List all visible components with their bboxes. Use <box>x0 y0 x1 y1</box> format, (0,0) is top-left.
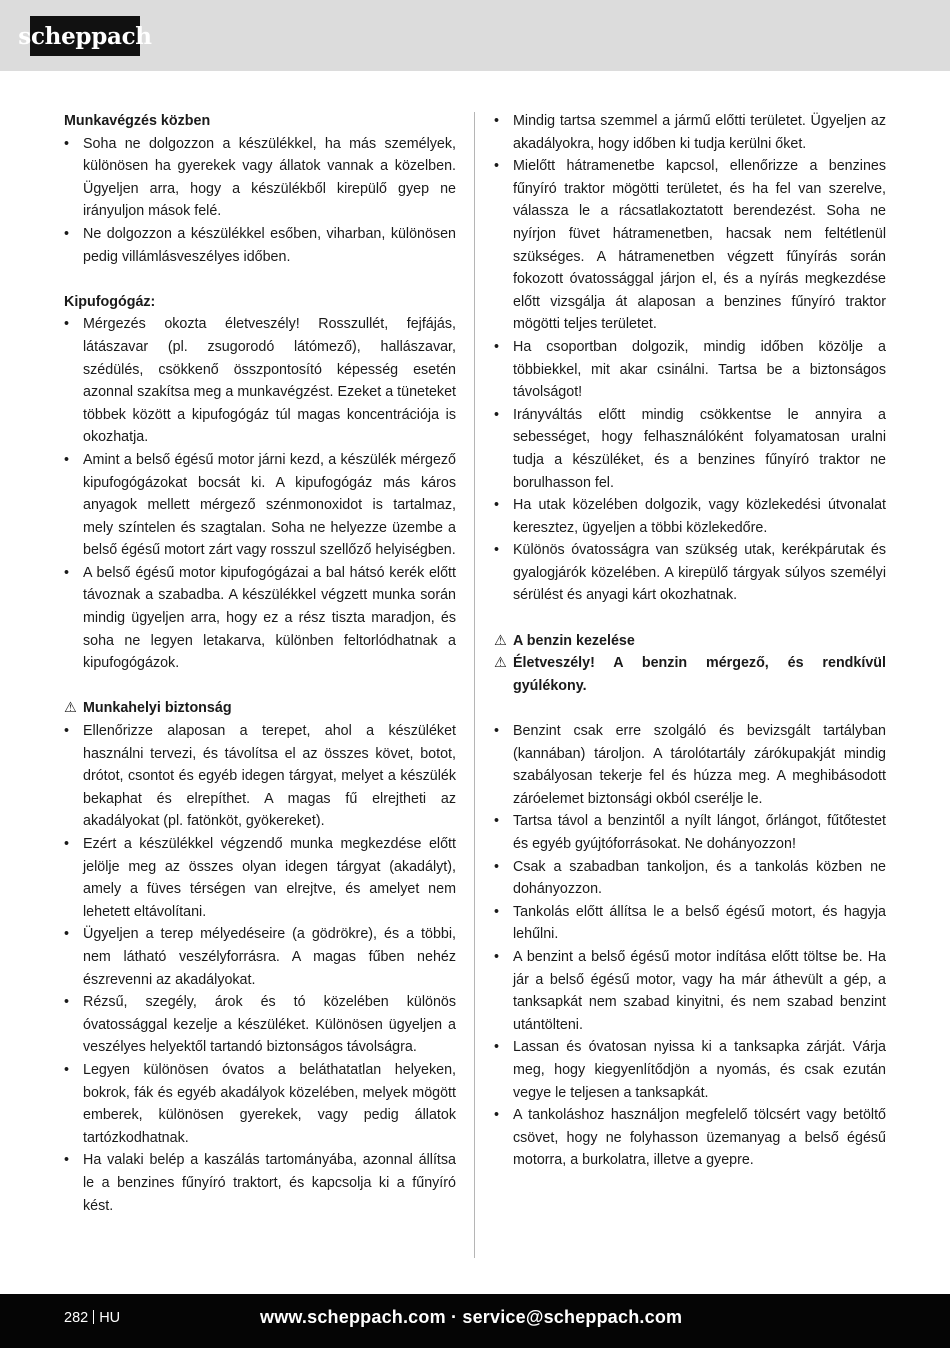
list-item: • Legyen különösen óvatos a beláthatatlan helyeken, bokrok, fák és egyéb akadályok közelében, melyek mögött emberek, különösen gyerekek, vagy pedig állatok tartózkodhatnak. <box>64 1059 456 1149</box>
page-header <box>0 0 950 71</box>
section <box>64 697 456 1217</box>
list-item: • Ellenőrizze alaposan a terepet, ahol a készüléket használni tervezi, és távolítsa el az összes követ, botot, drótot, csontot és egyéb idegen tárgyat, melyet a készülék bekaphat és elrepíthet. A magas fű elrejtheti az akadályokat (pl. fatönköt, gyökereket). <box>64 720 456 833</box>
list-item: • Ezért a készülékkel végzendő munka megkezdése előtt jelölje meg az összes olyan idegen tárgyat (akadályt), amely a füves térségen van elrejtve, és amelyet nem lehetett eltávolítani. <box>64 833 456 923</box>
list-item: • Tankolás előtt állítsa le a belső égésű motort, és hagyja lehűlni. <box>494 901 886 946</box>
section-heading: ⚠ Munkahelyi biztonság <box>64 697 456 720</box>
list-item: • Tartsa távol a benzintől a nyílt lángot, őrlángot, fűtőtestet és egyéb gyújtóforrásokat. Ne dohányozzon! <box>494 810 886 855</box>
benzin-heading: ⚠ A benzin kezelése <box>494 630 886 653</box>
list-item: • Csak a szabadban tankoljon, és a tankolás közben ne dohányozzon. <box>494 856 886 901</box>
right-column <box>494 110 886 1172</box>
page-number: 282 <box>64 1310 89 1326</box>
language-code: HU <box>99 1310 121 1326</box>
scheppach-logo: scheppach <box>30 16 140 56</box>
warning-icon: ⚠ <box>64 700 77 717</box>
section <box>64 110 456 268</box>
warning-icon: ⚠ <box>494 632 507 649</box>
footer-separator <box>93 1310 94 1324</box>
column-divider <box>474 112 475 1258</box>
list-item: • Lassan és óvatosan nyissa ki a tanksapka zárját. Várja meg, hogy kiegyenlítődjön a nyomás, és csak ezután vegye le teljesen a tanksapkát. <box>494 1036 886 1104</box>
page-footer <box>0 1294 950 1348</box>
section <box>64 291 456 675</box>
list-item: • Soha ne dolgozzon a készülékkel, ha más személyek, különösen ha gyerekek vagy állatok vannak a közelben. Ügyeljen arra, hogy a készülékből kirepülő gyep ne irányuljon mások felé. <box>64 133 456 223</box>
list-item: • Ha utak közelében dolgozik, vagy közlekedési útvonalat keresztez, ügyeljen a többi közlekedőre. <box>494 494 886 539</box>
section-heading: Kipufogógáz: <box>64 293 156 310</box>
benzin-list <box>494 720 886 1172</box>
bullet-list <box>64 313 456 675</box>
list-item: • A benzint a belső égésű motor indítása előtt töltse be. Ha jár a belső égésű motor, vagy ha már áthevült a gép, a tanksapkát nem szabad kinyitni, és nem szabad benzint utántölteni. <box>494 946 886 1036</box>
list-item: • A belső égésű motor kipufogógázai a bal hátsó kerék előtt távoznak a szabadba. A készülékkel végzett munka során mindig ügyeljen arra, hogy ez a rész tiszta maradjon, és soha ne legyen letakarva, különben feltorlódhatnak a kipufogógázok. <box>64 562 456 675</box>
list-item: • Mielőtt hátramenetbe kapcsol, ellenőrizze a benzines fűnyíró traktor mögötti területet, és ha fel van szerelve, válassza le a rácsatlakoztatott berendezést. Soha ne nyírjon füvet hátramenetben, hacsak nem feltétlenül szükséges. A hátramenetben végzett fűnyírás során fokozott óvatossággal járjon el, és a nyírás megkezdése előtt vizsgálja át alaposan a benzines fűnyíró traktor mögötti teljes területet. <box>494 155 886 336</box>
list-item: • Ügyeljen a terep mélyedéseire (a gödrökre), és a többi, nem látható veszélyforrásra. A magas fűben nehéz észrevenni az akadályokat. <box>64 923 456 991</box>
list-item: • Irányváltás előtt mindig csökkentse le annyira a sebességet, hogy felhasználóként folyamatosan uralni tudja a készüléket, és a benzines fűnyíró traktor ne borulhasson fel. <box>494 404 886 494</box>
list-item: • Mérgezés okozta életveszély! Rosszullét, fejfájás, látászavar (pl. zsugorodó látómező), hallászavar, szédülés, csökkenő összpontosító képesség esetén azonnal szakítsa meg a munkavégzést. Ezeket a tüneteket többek között a kipufogógáz túl magas koncentrációja is okozhatja. <box>64 313 456 449</box>
section-heading: Munkavégzés közben <box>64 113 211 129</box>
bullet-list <box>64 720 456 1217</box>
page-number-label <box>64 1310 120 1326</box>
list-item: • Amint a belső égésű motor járni kezd, a készülék mérgező kipufogógázokat bocsát ki. A kipufogógáz más káros anyagok mellett mérgező szénmonoxidot is tartalmaz, mely színtelen és szagtalan. Soha ne helyezze üzembe a belső égésű motort zárt vagy rosszul szellőző helyiségben. <box>64 449 456 562</box>
left-column <box>64 110 456 1240</box>
list-item: • Ha csoportban dolgozik, mindig időben közölje a többiekkel, mit akar csinálni. Tartsa be a biztonságos távolságot! <box>494 336 886 404</box>
list-item: • Benzint csak erre szolgáló és bevizsgált tartályban (kannában) tároljon. A tárolótartály zárókupakját mindig szabályosan tekerje fel és húzza meg. A meghibásodott záróelemet biztonsági okból cserélje le. <box>494 720 886 810</box>
list-item: • A tankoláshoz használjon megfelelő tölcsért vagy betöltő csövet, hogy ne folyhasson üzemanyag a belső égésű motorra, a burkolatra, illetve a gyepre. <box>494 1104 886 1172</box>
footer-contact[interactable]: www.scheppach.com · service@scheppach.com <box>260 1307 683 1327</box>
list-item: • Mindig tartsa szemmel a jármű előtti területet. Ügyeljen az akadályokra, hogy időben ki tudja kerülni őket. <box>494 110 886 155</box>
list-item: • Ha valaki belép a kaszálás tartományába, azonnal állítsa le a benzines fűnyíró traktort, és kapcsolja ki a fűnyíró kést. <box>64 1149 456 1217</box>
list-item: • Különös óvatosságra van szükség utak, kerékpárutak és gyalogjárók közelében. A kirepülő tárgyak súlyos személyi sérülést és anyagi kárt okozhatnak. <box>494 539 886 607</box>
traffic-safety-list <box>494 110 886 607</box>
warning-icon: ⚠ <box>494 655 507 672</box>
list-item: • Rézsű, szegély, árok és tó közelében különös óvatossággal kezelje a készüléket. Különösen ügyeljen a veszélyes helyektől tartandó biztonságos távolságra. <box>64 991 456 1059</box>
list-item: • Ne dolgozzon a készülékkel esőben, viharban, különösen pedig villámlásveszélyes időben. <box>64 223 456 268</box>
bullet-list <box>64 133 456 269</box>
benzin-warning: ⚠ Életveszély! A benzin mérgező, és rendkívül gyúlékony. <box>494 652 886 697</box>
